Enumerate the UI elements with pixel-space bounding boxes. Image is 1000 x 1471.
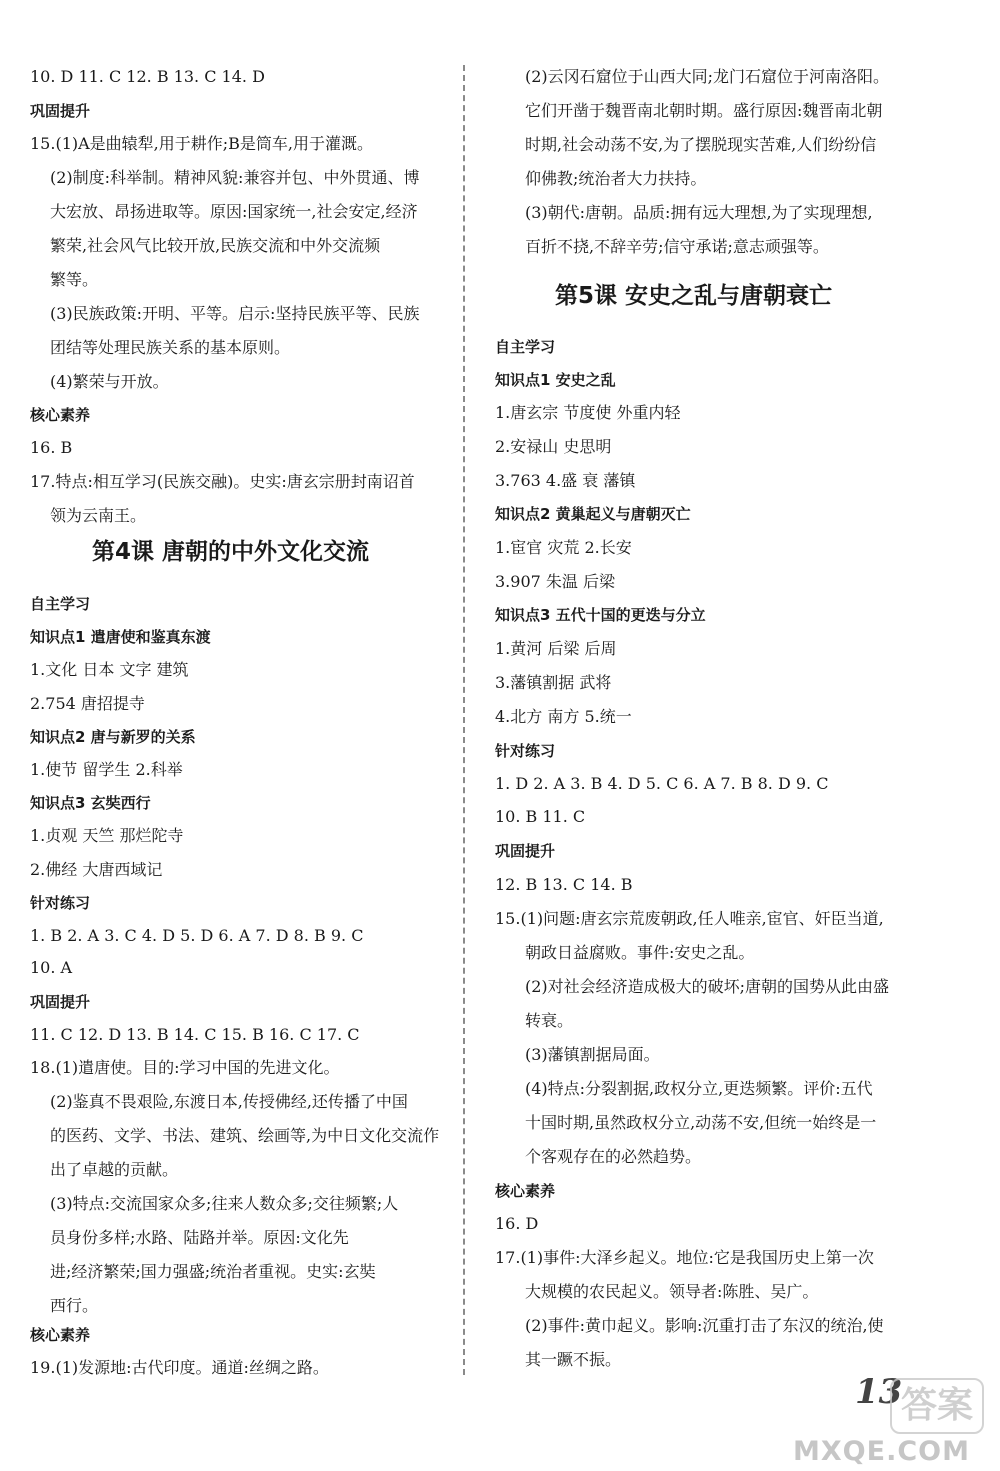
page-number: 13: [855, 1372, 903, 1412]
answer-line: 1.贞观 天竺 那烂陀寺: [30, 826, 184, 845]
answer-line: 12. B 13. C 14. B: [495, 875, 633, 894]
answer-line: 1.宦官 灾荒 2.长安: [495, 538, 632, 557]
answer-line: 朝政日益腐败。事件:安史之乱。: [525, 943, 755, 962]
answer-line: 进;经济繁荣;国力强盛;统治者重视。史实:玄奘: [50, 1262, 376, 1281]
answer-line: 繁荣,社会风气比较开放,民族交流和中外交流频: [50, 236, 381, 255]
knowledge-point-heading: 知识点2 黄巢起义与唐朝灭亡: [495, 505, 691, 523]
answer-line: 1.黄河 后梁 后周: [495, 639, 617, 658]
answer-line: 16. B: [30, 438, 73, 457]
answer-line: 1.唐玄宗 节度使 外重内轻: [495, 403, 681, 422]
answer-line: 大规模的农民起义。领导者:陈胜、吴广。: [525, 1282, 819, 1301]
section-heading: 核心素养: [30, 406, 91, 424]
answer-line: 3.763 4.盛 衰 藩镇: [495, 471, 636, 490]
answer-line: 它们开凿于魏晋南北朝时期。盛行原因:魏晋南北朝: [525, 101, 883, 120]
lesson-5-title: 第5课 安史之乱与唐朝衰亡: [555, 283, 833, 309]
answer-line: (2)鉴真不畏艰险,东渡日本,传授佛经,还传播了中国: [50, 1092, 408, 1111]
answer-line: 4.北方 南方 5.统一: [495, 707, 632, 726]
answer-line: 百折不挠,不辞辛劳;信守承诺;意志顽强等。: [525, 237, 829, 256]
answer-line: 10. D 11. C 12. B 13. C 14. D: [30, 67, 265, 86]
knowledge-point-heading: 知识点3 五代十国的更迭与分立: [495, 606, 706, 624]
answer-line: 十国时期,虽然政权分立,动荡不安,但统一始终是一: [525, 1113, 877, 1132]
answer-line: 15.(1)A是曲辕犁,用于耕作;B是筒车,用于灌溉。: [30, 134, 373, 153]
answer-line: 仰佛教;统治者大力扶持。: [525, 169, 707, 188]
answer-line: (2)对社会经济造成极大的破坏;唐朝的国势从此由盛: [525, 977, 890, 996]
answer-line: 大宏放、昂扬进取等。原因:国家统一,社会安定,经济: [50, 202, 418, 221]
knowledge-point-heading: 知识点2 唐与新罗的关系: [30, 728, 196, 746]
knowledge-point-heading: 知识点1 安史之乱: [495, 371, 616, 389]
answer-line: 3.藩镇割据 武将: [495, 673, 612, 692]
section-heading: 巩固提升: [30, 102, 91, 120]
section-heading: 巩固提升: [495, 842, 556, 860]
answer-line: 19.(1)发源地:古代印度。通道:丝绸之路。: [30, 1358, 329, 1377]
knowledge-point-heading: 知识点3 玄奘西行: [30, 794, 151, 812]
watermark-url: MXQE.COM: [793, 1436, 970, 1467]
answer-line: 11. C 12. D 13. B 14. C 15. B 16. C 17. C: [30, 1025, 360, 1044]
section-heading: 核心素养: [30, 1326, 91, 1344]
answer-line: 员身份多样;水路、陆路并举。原因:文化先: [50, 1228, 349, 1247]
knowledge-point-heading: 知识点1 遣唐使和鉴真东渡: [30, 628, 211, 646]
answer-line: 出了卓越的贡献。: [50, 1160, 179, 1179]
answer-line: 时期,社会动荡不安,为了摆脱现实苦难,人们纷纷信: [525, 135, 877, 154]
answer-line: 西行。: [50, 1296, 99, 1315]
answer-line: 其一蹶不振。: [525, 1350, 622, 1369]
answer-line: (4)特点:分裂割据,政权分立,更迭频繁。评价:五代: [525, 1079, 873, 1098]
answer-line: (3)藩镇割据局面。: [525, 1045, 660, 1064]
watermark-logo: 答案: [890, 1378, 984, 1434]
answer-line: (2)事件:黄巾起义。影响:沉重打击了东汉的统治,使: [525, 1316, 884, 1335]
column-divider: [463, 65, 465, 1375]
answer-line: 个客观存在的必然趋势。: [525, 1147, 702, 1166]
answer-line: 繁等。: [50, 270, 99, 289]
answer-line: 3.907 朱温 后梁: [495, 572, 615, 591]
answer-line: 15.(1)问题:唐玄宗荒废朝政,任人唯亲,宦官、奸臣当道,: [495, 909, 884, 928]
answer-line: 17.特点:相互学习(民族交融)。史实:唐玄宗册封南诏首: [30, 472, 415, 491]
section-heading: 自主学习: [495, 338, 556, 356]
answer-line: (3)特点:交流国家众多;往来人数众多;交往频繁;人: [50, 1194, 399, 1213]
section-heading: 针对练习: [30, 894, 91, 912]
answer-line: 团结等处理民族关系的基本原则。: [50, 338, 291, 357]
section-heading: 核心素养: [495, 1182, 556, 1200]
section-heading: 巩固提升: [30, 993, 91, 1011]
answer-line: 10. A: [30, 958, 73, 977]
answer-line: (2)云冈石窟位于山西大同;龙门石窟位于河南洛阳。: [525, 67, 890, 86]
answer-line: 领为云南王。: [50, 506, 147, 525]
answer-line: (3)朝代:唐朝。品质:拥有远大理想,为了实现理想,: [525, 203, 873, 222]
section-heading: 自主学习: [30, 595, 91, 613]
answer-line: 1. B 2. A 3. C 4. D 5. D 6. A 7. D 8. B 9. C: [30, 926, 364, 945]
answer-line: 1.使节 留学生 2.科举: [30, 760, 183, 779]
answer-line: (2)制度:科举制。精神风貌:兼容并包、中外贯通、博: [50, 168, 420, 187]
section-heading: 针对练习: [495, 742, 556, 760]
lesson-4-title: 第4课 唐朝的中外文化交流: [92, 539, 370, 565]
answer-line: 2.754 唐招提寺: [30, 694, 145, 713]
answer-line: 16. D: [495, 1214, 539, 1233]
answer-line: 2.佛经 大唐西域记: [30, 860, 163, 879]
answer-line: (4)繁荣与开放。: [50, 372, 169, 391]
answer-line: 10. B 11. C: [495, 807, 586, 826]
answer-line: 1.文化 日本 文字 建筑: [30, 660, 189, 679]
answer-line: (3)民族政策:开明、平等。启示:坚持民族平等、民族: [50, 304, 420, 323]
answer-line: 18.(1)遣唐使。目的:学习中国的先进文化。: [30, 1058, 340, 1077]
answer-line: 17.(1)事件:大泽乡起义。地位:它是我国历史上第一次: [495, 1248, 874, 1267]
answer-line: 的医药、文学、书法、建筑、绘画等,为中日文化交流作: [50, 1126, 440, 1145]
answer-line: 转衰。: [525, 1011, 574, 1030]
answer-line: 2.安禄山 史思明: [495, 437, 612, 456]
answer-line: 1. D 2. A 3. B 4. D 5. C 6. A 7. B 8. D 9. C: [495, 774, 829, 793]
